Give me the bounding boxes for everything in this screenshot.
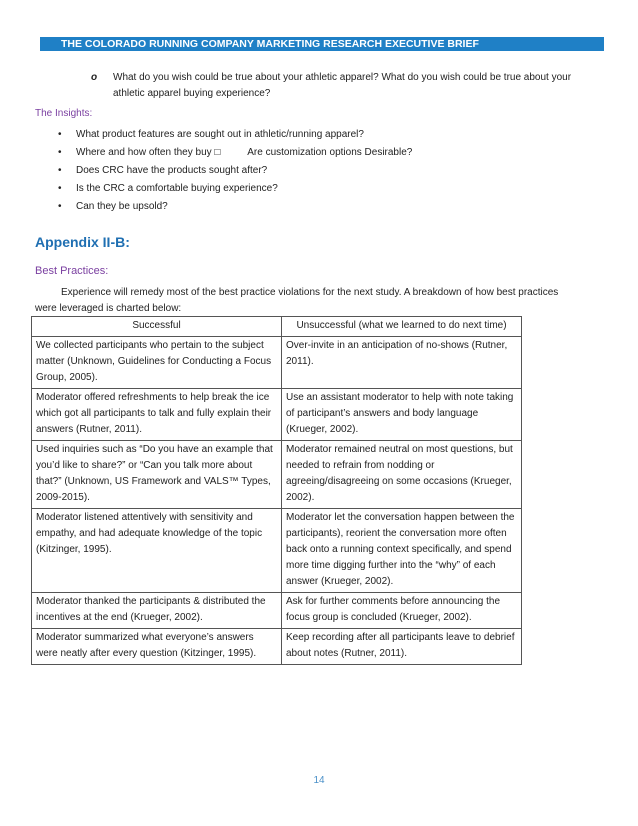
table-cell-unsuccessful: Moderator remained neutral on most questions, but needed to refrain from nodding or agreeing/disagreeing on some occasions (Krueger, 2002). [282,441,522,509]
table-cell-successful: We collected participants who pertain to the subject matter (Unknown, Guidelines for Conducting a Focus Group, 2005). [32,337,282,389]
question-text: What do you wish could be true about your athletic apparel? What do you wish could be true about your athletic apparel buying experience? [113,72,572,99]
list-item [58,180,598,198]
question-bullet-item [92,70,592,102]
table-cell-successful: Moderator summarized what everyone’s answers were neatly after every question (Kitzinger, 1995). [32,629,282,665]
table-row [32,389,522,441]
insight-text: Where and how often they buy □ [76,147,221,158]
table-cell-unsuccessful: Keep recording after all participants leave to debrief about notes (Rutner, 2011). [282,629,522,665]
bullet-icon: • [58,147,62,158]
table-cell-successful: Used inquiries such as “Do you have an example that you’d like to share?” or “Can you talk more about that?” (Unknown, US Framework and VALS™ Types, 2009-2015). [32,441,282,509]
table-cell-unsuccessful: Use an assistant moderator to help with note taking of participant’s answers and body language (Krueger, 2002). [282,389,522,441]
bullet-icon: • [58,129,62,140]
document-header-bar [40,37,604,51]
insights-heading: The Insights: [35,108,93,119]
table-row [32,509,522,593]
table-header-row [32,317,522,337]
bullet-icon: • [58,183,62,194]
bullet-icon: • [58,165,62,176]
table-cell-unsuccessful: Ask for further comments before announcing the focus group is concluded (Krueger, 2002). [282,593,522,629]
insight-text: Can they be upsold? [76,201,168,212]
list-item [58,198,598,216]
list-item [58,126,598,144]
table-row [32,629,522,665]
table-row [32,337,522,389]
bullet-icon: • [58,201,62,212]
table-cell-unsuccessful: Moderator let the conversation happen between the participants), reorient the conversation more often back onto a running context specifically, and spend more time digging further into the “why” of each answer (Krueger, 2002). [282,509,522,593]
insight-text: Is the CRC a comfortable buying experience? [76,183,278,194]
appendix-heading: Appendix II-B: [35,234,130,250]
best-practices-heading: Best Practices: [35,265,109,277]
insights-list [58,126,598,216]
page-number: 14 [313,775,325,786]
insight-text: What product features are sought out in athletic/running apparel? [76,129,364,140]
list-item [58,144,598,162]
document-header-title: THE COLORADO RUNNING COMPANY MARKETING RESEARCH EXECUTIVE BRIEF [61,38,479,50]
table-cell-successful: Moderator thanked the participants & distributed the incentives at the end (Krueger, 2002). [32,593,282,629]
best-practices-table [31,316,522,665]
list-item [58,162,598,180]
table-cell-successful: Moderator listened attentively with sensitivity and empathy, and had adequate knowledge of the topic (Kitzinger, 1995). [32,509,282,593]
table-cell-unsuccessful: Over-invite in an anticipation of no-shows (Rutner, 2011). [282,337,522,389]
circle-bullet-icon: o [91,72,98,83]
best-practices-intro: Experience will remedy most of the best practice violations for the next study. A breakdown of how best practices were leveraged is charted below: [35,287,559,314]
table-row [32,593,522,629]
table-row [32,441,522,509]
insight-text: Does CRC have the products sought after? [76,165,268,176]
column-header-unsuccessful: Unsuccessful (what we learned to do next time) [282,317,522,337]
column-header-successful: Successful [32,317,282,337]
insight-extra-text: Are customization options Desirable? [247,147,413,158]
table-cell-successful: Moderator offered refreshments to help break the ice which got all participants to talk and fully explain their answers (Rutner, 2011). [32,389,282,441]
